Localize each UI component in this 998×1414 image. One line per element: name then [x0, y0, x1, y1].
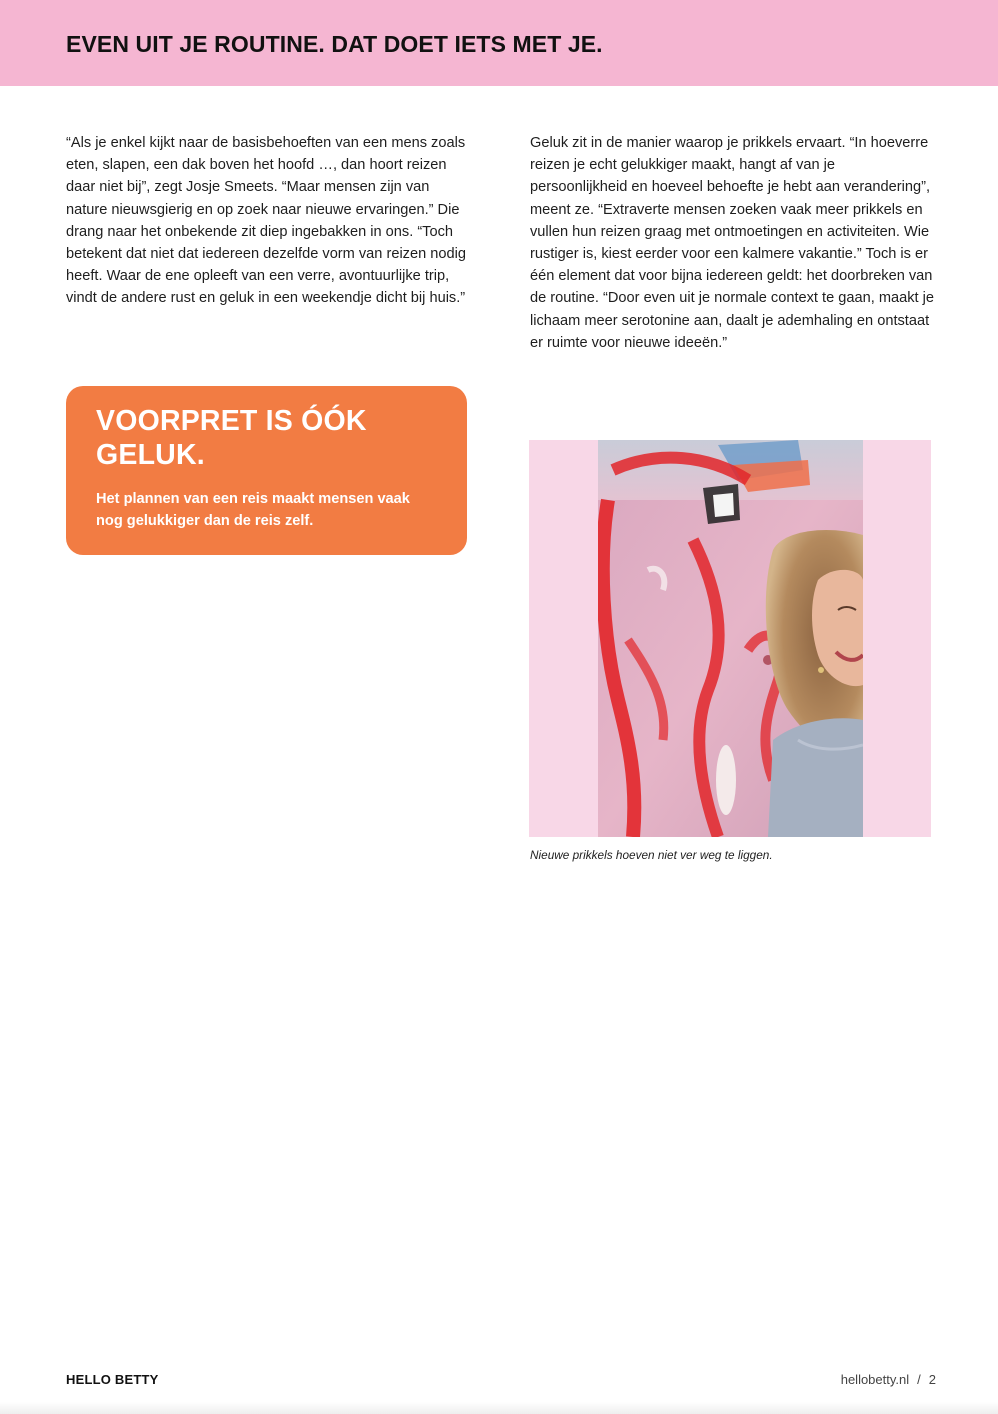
header-band: [0, 0, 998, 86]
footer-page-info: [841, 1372, 936, 1387]
callout-box: [66, 386, 467, 555]
page-title: EVEN UIT JE ROUTINE. DAT DOET IETS MET JE.: [66, 31, 603, 57]
photo-caption: Nieuwe prikkels hoeven niet ver weg te liggen.: [530, 848, 773, 862]
page-number: 2: [928, 1372, 936, 1387]
callout-title: VOORPRET IS ÓÓK GELUK.: [96, 405, 367, 471]
callout-body: Het plannen van een reis maakt mensen vaak nog gelukkiger dan de reis zelf.: [96, 491, 410, 530]
article-right-column: Geluk zit in de manier waarop je prikkels ervaart. “In hoeverre reizen je echt gelukkiger maakt, hangt af van je persoonlijkheid en hoeveel behoefte je hebt aan verandering”, meent ze. “Extraverte mensen zoeken vaak meer prikkels en vullen hun reizen graag met ontmoetingen en activiteiten. Wie rustiger is, kiest eerder voor een kalmere vakantie.” Toch is er één element dat voor bijna iedereen geldt: het doorbreken van de routine. “Door even uit je normale context te gaan, maakt je lichaam meer serotonine aan, daalt je ademhaling en ontstaat er ruimte voor nieuwe ideeën.”: [530, 135, 934, 351]
photo-frame: [529, 440, 931, 837]
footer-separator: /: [917, 1372, 921, 1387]
article-left-column: “Als je enkel kijkt naar de basisbehoeften van een mens zoals eten, slapen, een dak boven het hoofd …, dan hoort reizen daar niet bij”, zegt Josje Smeets. “Maar mensen zijn van nature nieuwsgierig en op zoek naar nieuwe ervaringen.” Die drang naar het onbekende zit diep ingebakken in ons. “Toch betekent dat niet dat iedereen dezelfde vorm van reizen nodig heeft. Waar de ene opleeft van een verre, avontuurlijke trip, vindt de andere rust en geluk in een weekendje dicht bij huis.”: [66, 135, 466, 307]
footer-url[interactable]: hellobetty.nl: [840, 1372, 910, 1387]
page-bottom-shade: [0, 1402, 998, 1414]
photo-woman-graffiti: [598, 440, 863, 837]
footer-brand: HELLO BETTY: [66, 1372, 159, 1387]
